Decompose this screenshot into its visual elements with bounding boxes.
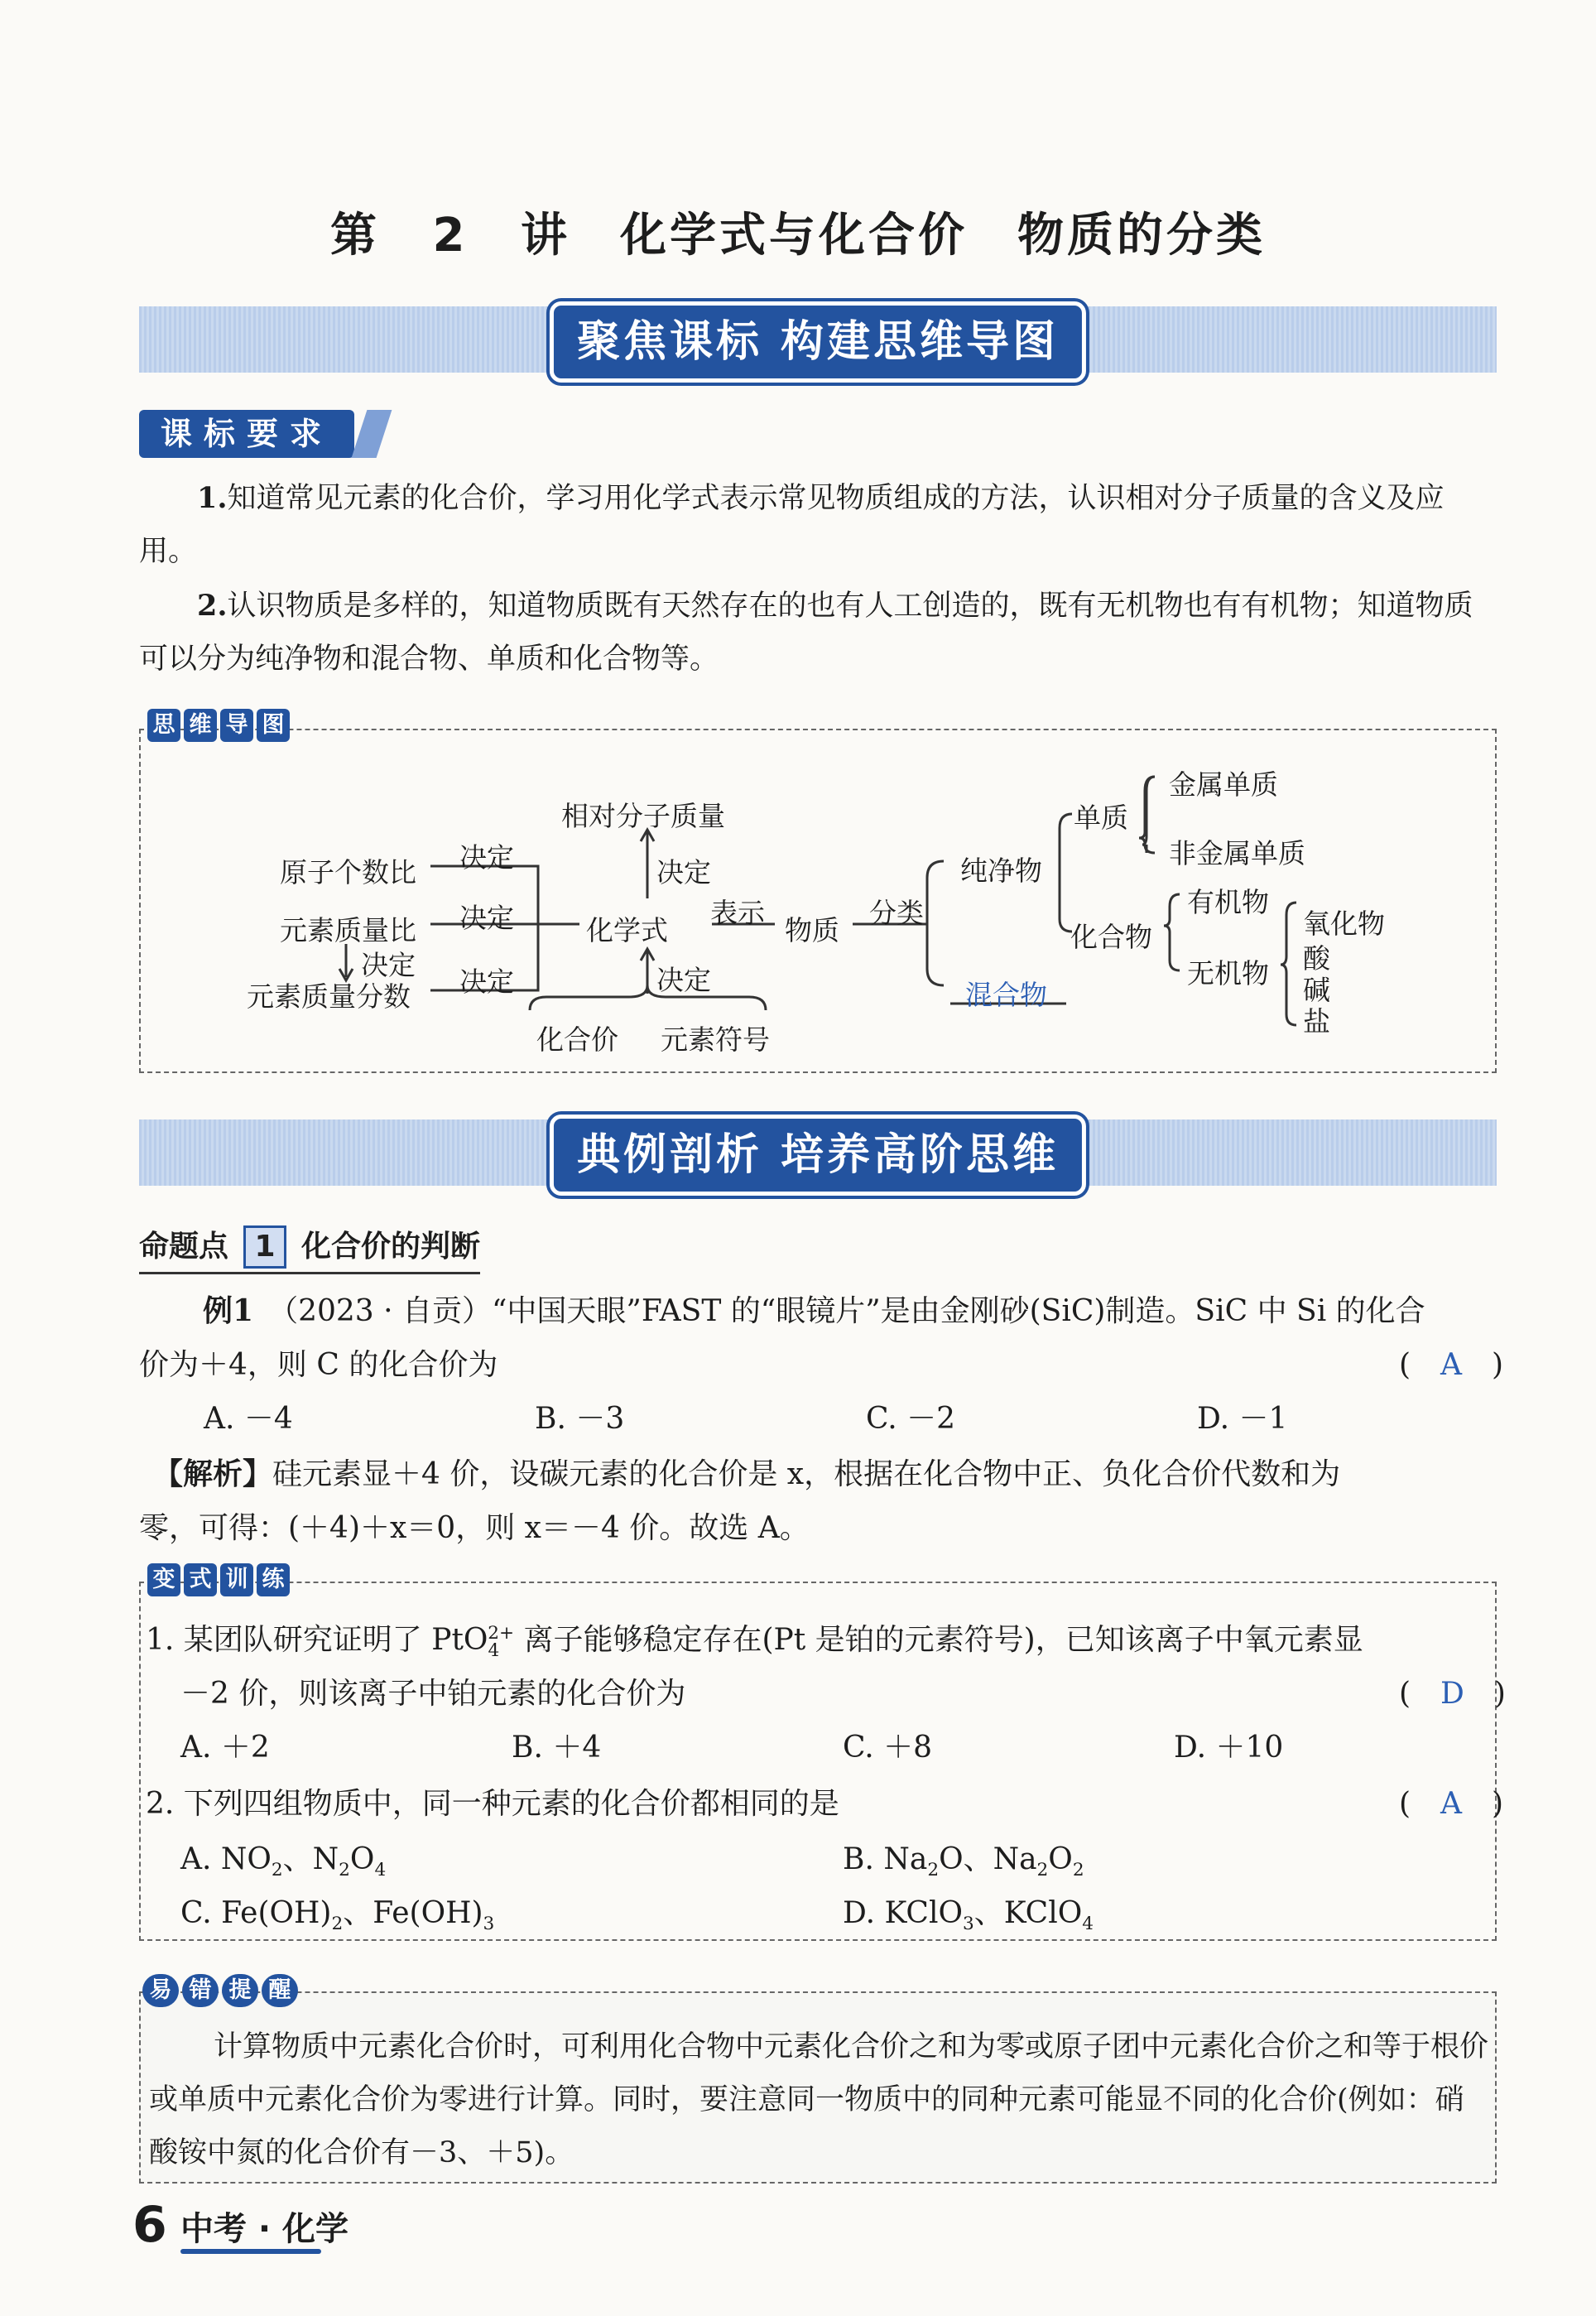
requirement-number: 2. <box>197 589 228 623</box>
q1-option-a: A. ＋2 <box>180 1731 270 1765</box>
example-1-line-1 <box>203 1288 1425 1330</box>
section-band-2-label: 典例剖析 培养高阶思维 <box>550 1115 1086 1196</box>
formula-sub: 3 <box>483 1914 495 1935</box>
requirement-text: 认识物质是多样的，知道物质既有天然存在的也有人工创造的，既有无机物也有有机物；知道物质可以分为纯净物和混合物、单质和化合物等。 <box>139 590 1473 676</box>
proposition-title: 化合价的判断 <box>301 1230 481 1264</box>
practice-tags <box>147 1563 290 1596</box>
analysis-line-1 <box>153 1451 1340 1493</box>
mm-symbol: 元素符号 <box>661 1023 770 1056</box>
mm-express: 表示 <box>710 897 765 929</box>
mm-salt: 盐 <box>1303 1005 1330 1038</box>
mm-decide-6: 决定 <box>656 964 711 996</box>
analysis-line-2: 零，可得：(＋4)＋x＝0，则 x＝－4 价。故选 A。 <box>139 1511 810 1545</box>
page-title: 第 2 讲 化学式与化合价 物质的分类 <box>330 209 1266 262</box>
mm-element: 单质 <box>1074 802 1128 834</box>
mm-formula: 化学式 <box>586 914 668 946</box>
mindmap-tag-char: 图 <box>257 709 290 742</box>
mm-mass-fraction: 元素质量分数 <box>247 980 411 1013</box>
q1-line-1 <box>146 1616 1363 1661</box>
formula-sub: 3 <box>962 1914 974 1935</box>
mm-decide-5: 决定 <box>656 856 711 888</box>
proposition-point <box>139 1223 480 1274</box>
answer-letter: D <box>1440 1677 1464 1711</box>
mm-decide-1: 决定 <box>459 841 514 874</box>
formula-sub: 2 <box>1036 1860 1049 1881</box>
tip-text: 计算物质中元素化合价时，可利用化合物中元素化合价之和为零或原子团中元素化合价之和等于根价或单质中元素化合价为零进行计算。同时，要注意同一物质中的同种元素可能显不同的化合价(例如：硝酸铵中氮的化合价有－3、＋5)。 <box>149 2030 1489 2169</box>
formula-part: D. KClO <box>843 1896 963 1930</box>
formula-sub: 2 <box>927 1860 940 1881</box>
example-1-option-c: C. －2 <box>866 1402 956 1436</box>
formula-sub: 2 <box>1072 1860 1084 1881</box>
section-band-1-label: 聚焦课标 构建思维导图 <box>550 301 1086 383</box>
requirements-tag: 课标要求 <box>139 410 354 458</box>
section-band-2 <box>139 1119 1497 1186</box>
footer-label: 中考 · 化学 <box>180 2210 349 2248</box>
example-text: （2023 · 自贡）“中国天眼”FAST 的“眼镜片”是由金刚砂(SiC)制造。SiC 中 Si 的化合 <box>283 1294 1425 1328</box>
mm-classify: 分类 <box>869 897 924 929</box>
q2-answer: ( A ) <box>1399 1787 1504 1821</box>
formula-part: 、N <box>282 1842 339 1876</box>
tip-tag-char: 醒 <box>262 1974 298 2007</box>
q1-line-2: －2 价，则该离子中铂元素的化合价为 <box>180 1677 686 1711</box>
mm-matter: 物质 <box>785 914 839 946</box>
proposition-label: 命题点 <box>139 1230 229 1264</box>
formula-part: O、Na <box>939 1842 1037 1876</box>
tip-tag-char: 提 <box>222 1974 258 2007</box>
analysis-text: 硅元素显＋4 价，设碳元素的化合价是 x，根据在化合物中正、负化合价代数和为 <box>272 1457 1341 1491</box>
tip-tags <box>142 1974 298 2007</box>
practice-tag-char: 变 <box>147 1563 180 1596</box>
mindmap-tag-char: 维 <box>184 709 217 742</box>
formula-sub: 4 <box>374 1860 387 1881</box>
example-1-option-a: A. －4 <box>204 1402 293 1436</box>
practice-tag-char: 式 <box>184 1563 217 1596</box>
example-label: 例1 <box>203 1293 254 1328</box>
mm-metal: 金属单质 <box>1169 768 1278 801</box>
example-1-option-d: D. －1 <box>1197 1402 1288 1436</box>
mm-atom-ratio: 原子个数比 <box>280 856 416 888</box>
q1-text-a: 1. 某团队研究证明了 PtO <box>146 1623 488 1657</box>
formula-sub: 2 <box>339 1860 350 1881</box>
tip-tag-char: 易 <box>142 1974 179 2007</box>
analysis-label: 【解析】 <box>153 1457 273 1491</box>
example-1-line-2: 价为＋4，则 C 的化合价为 <box>139 1348 498 1382</box>
q2-option-d <box>843 1890 1094 1934</box>
formula-sub: 2 <box>271 1860 283 1881</box>
mm-decide-2: 决定 <box>459 902 514 934</box>
q1-option-d: D. ＋10 <box>1174 1731 1284 1765</box>
mm-nonmetal: 非金属单质 <box>1169 837 1305 869</box>
formula-sub: 4 <box>1082 1914 1094 1935</box>
mindmap-tag-char: 思 <box>147 709 180 742</box>
page-number: 6 <box>132 2196 167 2254</box>
mm-valence: 化合价 <box>536 1023 618 1056</box>
q2-option-c <box>180 1890 494 1934</box>
q1-sup: 2+ <box>488 1623 515 1644</box>
practice-tag-char: 训 <box>220 1563 253 1596</box>
formula-sub: 2 <box>331 1914 344 1935</box>
proposition-number: 1 <box>243 1225 286 1269</box>
mm-decide-3: 决定 <box>361 949 416 981</box>
tip-tag-char: 错 <box>182 1974 219 2007</box>
footer-underline <box>180 2249 321 2254</box>
q1-option-c: C. ＋8 <box>843 1731 933 1765</box>
q2-option-b <box>843 1836 1084 1880</box>
q1-option-b: B. ＋4 <box>512 1731 602 1765</box>
mm-base: 碱 <box>1303 974 1330 1006</box>
mm-pure: 纯净物 <box>960 855 1042 887</box>
answer-letter: A <box>1440 1348 1463 1382</box>
mm-organic: 有机物 <box>1187 886 1269 918</box>
mm-mass-ratio: 元素质量比 <box>280 914 416 946</box>
mm-acid: 酸 <box>1303 942 1330 975</box>
mm-decide-4: 决定 <box>459 965 514 998</box>
example-1-option-b: B. －3 <box>535 1402 625 1436</box>
formula-part: O <box>1048 1842 1073 1876</box>
q2-option-a <box>180 1836 386 1880</box>
formula-part: B. Na <box>843 1842 928 1876</box>
example-1-answer: ( A ) <box>1399 1348 1504 1382</box>
mm-inorganic: 无机物 <box>1187 957 1269 989</box>
mm-relative-mass: 相对分子质量 <box>561 800 725 832</box>
practice-tag-char: 练 <box>257 1563 290 1596</box>
formula-part: O <box>349 1842 375 1876</box>
q2-line-1: 2. 下列四组物质中，同一种元素的化合价都相同的是 <box>146 1787 839 1821</box>
formula-part: A. NO <box>180 1842 272 1876</box>
mm-oxide: 氧化物 <box>1303 908 1385 940</box>
formula-part: 、KClO <box>973 1896 1083 1930</box>
formula-part: C. Fe(OH) <box>180 1896 332 1930</box>
q1-sub: 4 <box>488 1640 500 1662</box>
q1-answer: ( D ) <box>1399 1677 1506 1711</box>
answer-letter: A <box>1440 1787 1463 1821</box>
requirement-text: 知道常见元素的化合价，学习用化学式表示常见物质组成的方法，认识相对分子质量的含义及应用。 <box>139 482 1445 568</box>
mm-compound: 化合物 <box>1070 921 1152 953</box>
mm-mixture: 混合物 <box>965 979 1047 1011</box>
formula-part: 、Fe(OH) <box>343 1896 483 1930</box>
q1-text-b: 离子能够稳定存在(Pt 是铂的元素符号)，已知该离子中氧元素显 <box>514 1623 1363 1657</box>
mindmap-tag-char: 导 <box>220 709 253 742</box>
requirement-number: 1. <box>197 481 228 515</box>
